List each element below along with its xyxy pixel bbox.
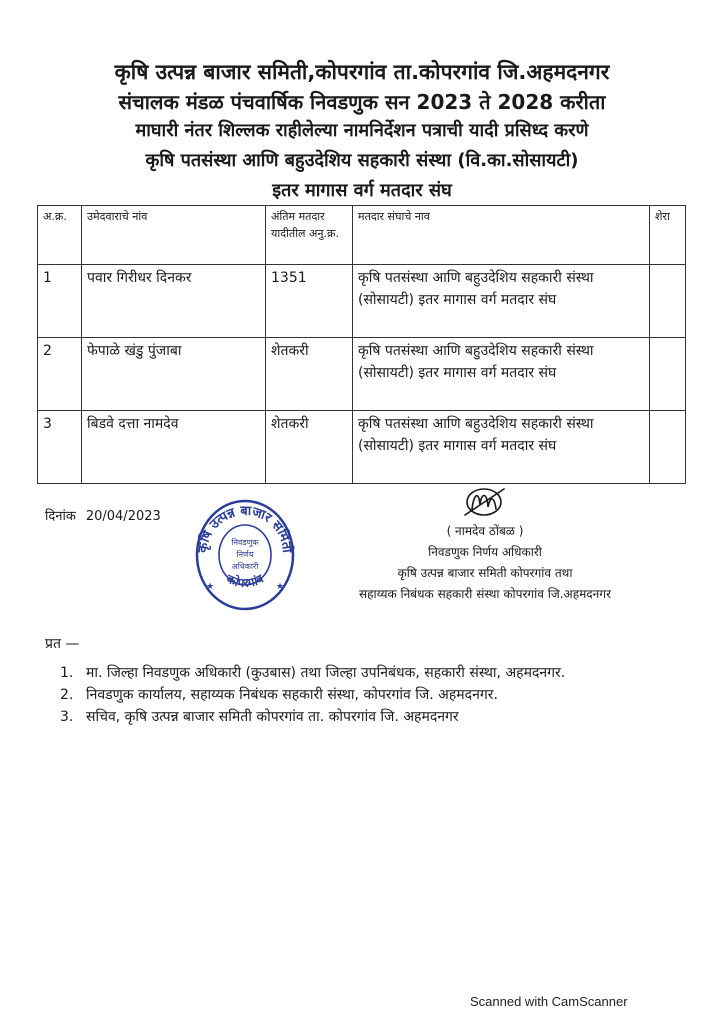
- cell-remarks: [650, 411, 686, 484]
- copies-list: [60, 662, 565, 728]
- header-voter-number: अंतिम मतदार यादीतील अनु.क्र.: [266, 206, 353, 265]
- seal-star-icon: ★: [206, 582, 215, 592]
- cell-serial: 1: [38, 265, 82, 338]
- date-label: दिनांक: [45, 509, 76, 524]
- list-item-text: मा. जिल्हा निवडणुक अधिकारी (कुउबास) तथा जिल्हा उपनिबंधक, सहकारी संस्था, अहमदनगर.: [86, 665, 566, 681]
- seal-bottom-text: कोपरगांव: [224, 571, 266, 591]
- table-header-row: [38, 206, 686, 265]
- cell-voter-number: 1351: [266, 265, 353, 338]
- heading-line-1: कृषि उत्पन्न बाजार समिती,कोपरगांव ता.कोपरगांव जि.अहमदनगर: [114, 60, 610, 84]
- heading-line-3: माघारी नंतर शिल्लक राहीलेल्या नामनिर्देशन पत्राची यादी प्रसिध्द करणे: [135, 120, 589, 141]
- header-candidate-name: उमेदवाराचे नांव: [82, 206, 266, 265]
- list-item-number: 2.: [60, 687, 74, 703]
- signature-icon: [460, 485, 510, 521]
- signature-block: [330, 485, 640, 605]
- list-item-number: 3.: [60, 709, 74, 725]
- heading-line-2: संचालक मंडळ पंचवार्षिक निवडणुक सन 2023 ते 2028 करीता: [118, 90, 606, 114]
- cell-remarks: [650, 265, 686, 338]
- cell-constituency: कृषि पतसंस्था आणि बहुउदेशिय सहकारी संस्था (सोसायटी) इतर मागास वर्ग मतदार संघ: [353, 338, 650, 411]
- cell-candidate-name: फेपाळे खंडु पुंजाबा: [82, 338, 266, 411]
- signatory-title-1: निवडणुक निर्णय अधिकारी: [428, 545, 542, 559]
- table-row: [38, 338, 686, 411]
- seal-outer-text: कृषि उत्पन्न बाजार समिती: [195, 503, 295, 554]
- copies-label: प्रत —: [45, 636, 80, 652]
- svg-text:कोपरगांव: [223, 571, 266, 590]
- list-item-number: 1.: [60, 665, 74, 681]
- signatory-name: ( नामदेव ठोंबळ ): [446, 524, 524, 538]
- table-row: [38, 265, 686, 338]
- heading-line-4: कृषि पतसंस्था आणि बहुउदेशिय सहकारी संस्था (वि.का.सोसायटी): [145, 150, 579, 171]
- heading-line-5: इतर मागास वर्ग मतदार संघ: [272, 180, 452, 201]
- list-item-text: निवडणुक कार्यालय, सहाय्यक निबंधक सहकारी संस्था, कोपरगांव जि. अहमदनगर.: [86, 687, 498, 703]
- scanner-watermark: Scanned with CamScanner: [470, 994, 628, 1009]
- date-value: 20/04/2023: [85, 509, 161, 524]
- signatory-title-2: कृषि उत्पन्न बाजार समिती कोपरगांव तथा: [397, 566, 573, 580]
- seal-star-icon: ★: [276, 582, 285, 592]
- seal-center-line-3: अधिकारी: [231, 562, 259, 571]
- cell-candidate-name: बिडवे दत्ता नामदेव: [82, 411, 266, 484]
- date-line: [45, 506, 171, 524]
- header-remarks: शेरा: [650, 206, 686, 265]
- official-seal-icon: [193, 495, 297, 613]
- cell-remarks: [650, 338, 686, 411]
- list-item: [60, 662, 565, 684]
- seal-center-line-2: निर्णय: [236, 550, 254, 559]
- candidate-table: [37, 205, 686, 484]
- signatory-title-3: सहाय्यक निबंधक सहकारी संस्था कोपरगांव जि.अहमदनगर: [359, 587, 611, 601]
- table-row: [38, 411, 686, 484]
- list-item: [60, 706, 565, 728]
- seal-center-line-1: निवडणुक: [231, 538, 259, 547]
- cell-voter-number: शेतकरी: [266, 338, 353, 411]
- list-item: [60, 684, 565, 706]
- header-serial: अ.क्र.: [38, 206, 82, 265]
- header-constituency: मतदार संघाचे नाव: [353, 206, 650, 265]
- cell-constituency: कृषि पतसंस्था आणि बहुउदेशिय सहकारी संस्था (सोसायटी) इतर मागास वर्ग मतदार संघ: [353, 265, 650, 338]
- svg-text:कृषि उत्पन्न बाजार समिती: [196, 504, 296, 555]
- cell-constituency: कृषि पतसंस्था आणि बहुउदेशिय सहकारी संस्था (सोसायटी) इतर मागास वर्ग मतदार संघ: [353, 411, 650, 484]
- cell-candidate-name: पवार गिरीधर दिनकर: [82, 265, 266, 338]
- cell-serial: 2: [38, 338, 82, 411]
- cell-serial: 3: [38, 411, 82, 484]
- cell-voter-number: शेतकरी: [266, 411, 353, 484]
- list-item-text: सचिव, कृषि उत्पन्न बाजार समिती कोपरगांव ता. कोपरगांव जि. अहमदनगर: [86, 709, 459, 725]
